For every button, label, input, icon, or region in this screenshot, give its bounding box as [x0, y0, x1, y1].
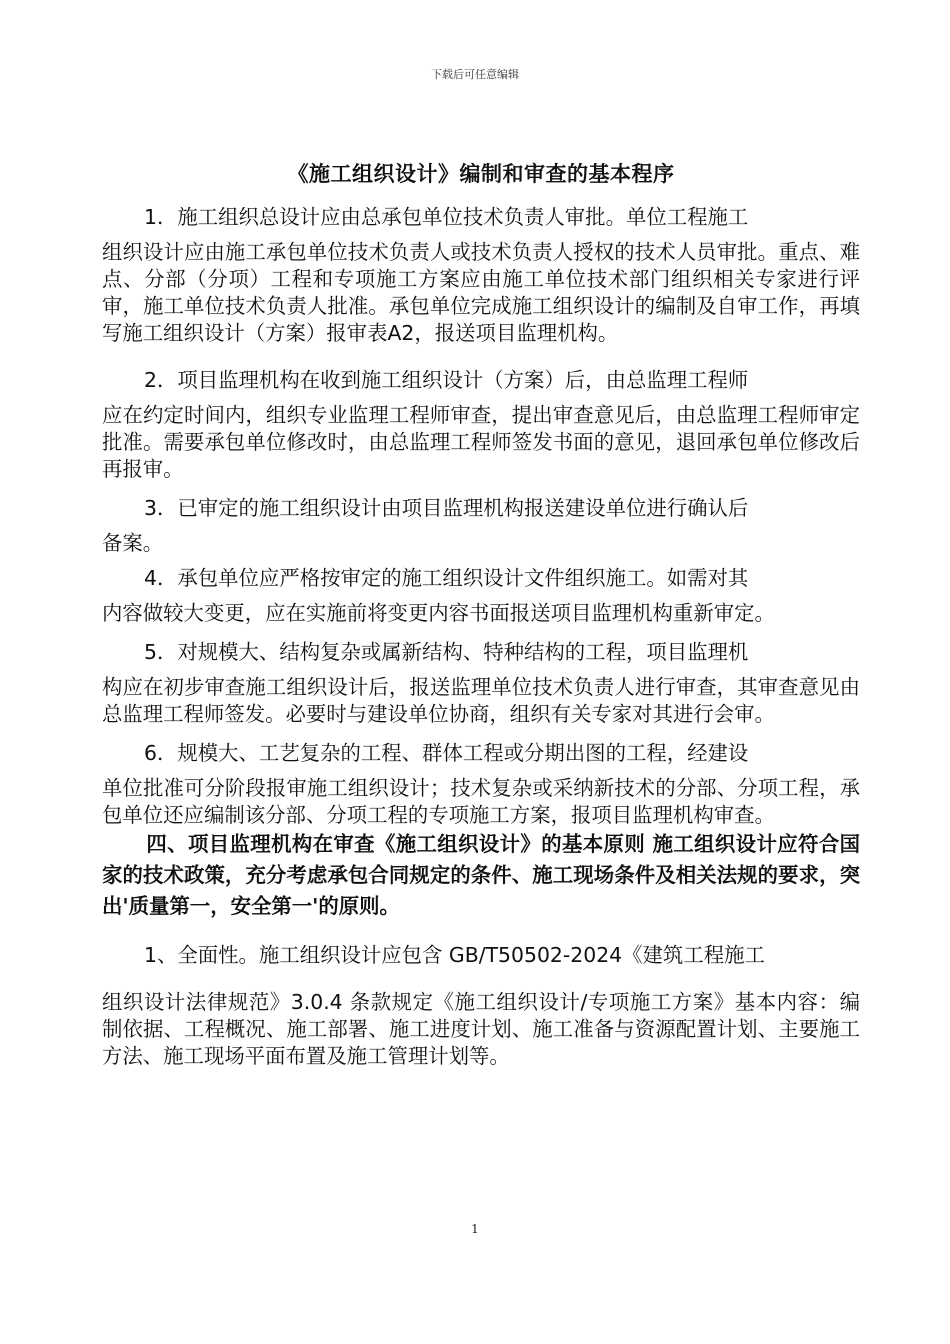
paragraph-5 — [102, 639, 860, 728]
paragraph-6 — [102, 740, 860, 829]
paragraph-3 — [102, 495, 860, 557]
paragraph-4 — [102, 565, 860, 627]
page-header: 下载后可任意编辑 — [431, 68, 519, 81]
principle-text: 四、项目监理机构在审查《施工组织设计》的基本原则 施工组织设计应符合国家的技术政策，充分考虑承包合同规定的条件、施工现场条件及相关法规的要求，突出'质量第一，安全第一'的原则。 — [102, 832, 860, 918]
paragraph-6-first-line: 6．规模大、工艺复杂的工程、群体工程或分期出图的工程，经建设 — [144, 741, 749, 765]
principle-paragraph — [102, 829, 860, 922]
paragraph-item-one — [102, 942, 860, 1070]
paragraph-5-body: 构应在初步审查施工组织设计后，报送监理单位技术负责人进行审查，其审查意见由总监理工程师签发。必要时与建设单位协商，组织有关专家对其进行会审。 — [102, 675, 860, 726]
paragraph-3-body: 备案。 — [102, 531, 164, 555]
document-body — [102, 160, 860, 1070]
document-title: 《施工组织设计》编制和审查的基本程序 — [287, 162, 675, 186]
paragraph-2-first-line: 2．项目监理机构在收到施工组织设计（方案）后，由总监理工程师 — [144, 368, 749, 392]
item-one-body: 组织设计法律规范》3.0.4 条款规定《施工组织设计/专项施工方案》基本内容：编制依据、工程概况、施工部署、施工进度计划、施工准备与资源配置计划、主要施工方法、施工现场平面布置及施工管理计划等。 — [102, 990, 860, 1068]
paragraph-2-body: 应在约定时间内，组织专业监理工程师审查，提出审查意见后，由总监理工程师审定批准。需要承包单位修改时，由总监理工程师签发书面的意见，退回承包单位修改后再报审。 — [102, 403, 860, 481]
paragraph-1 — [102, 204, 860, 347]
page-number: 1 — [471, 1222, 479, 1236]
item-one-first-line: 1、全面性。施工组织设计应包含 GB/T50502-2024《建筑工程施工 — [144, 943, 765, 967]
paragraph-2 — [102, 367, 860, 483]
paragraph-4-body: 内容做较大变更，应在实施前将变更内容书面报送项目监理机构重新审定。 — [102, 601, 775, 625]
paragraph-5-first-line: 5．对规模大、结构复杂或属新结构、特种结构的工程，项目监理机 — [144, 640, 749, 664]
paragraph-4-first-line: 4．承包单位应严格按审定的施工组织设计文件组织施工。如需对其 — [144, 566, 749, 590]
paragraph-1-body: 组织设计应由施工承包单位技术负责人或技术负责人授权的技术人员审批。重点、难点、分部（分项）工程和专项施工方案应由施工单位技术部门组织相关专家进行评审，施工单位技术负责人批准。承包单位完成施工组织设计的编制及自审工作，再填写施工组织设计（方案）报审表A2，报送项目监理机构。 — [102, 240, 860, 345]
paragraph-6-body: 单位批准可分阶段报审施工组织设计；技术复杂或采纳新技术的分部、分项工程，承包单位还应编制该分部、分项工程的专项施工方案，报项目监理机构审查。 — [102, 776, 860, 827]
paragraph-3-first-line: 3．已审定的施工组织设计由项目监理机构报送建设单位进行确认后 — [144, 496, 749, 520]
paragraph-1-first-line: 1．施工组织总设计应由总承包单位技术负责人审批。单位工程施工 — [144, 205, 749, 229]
